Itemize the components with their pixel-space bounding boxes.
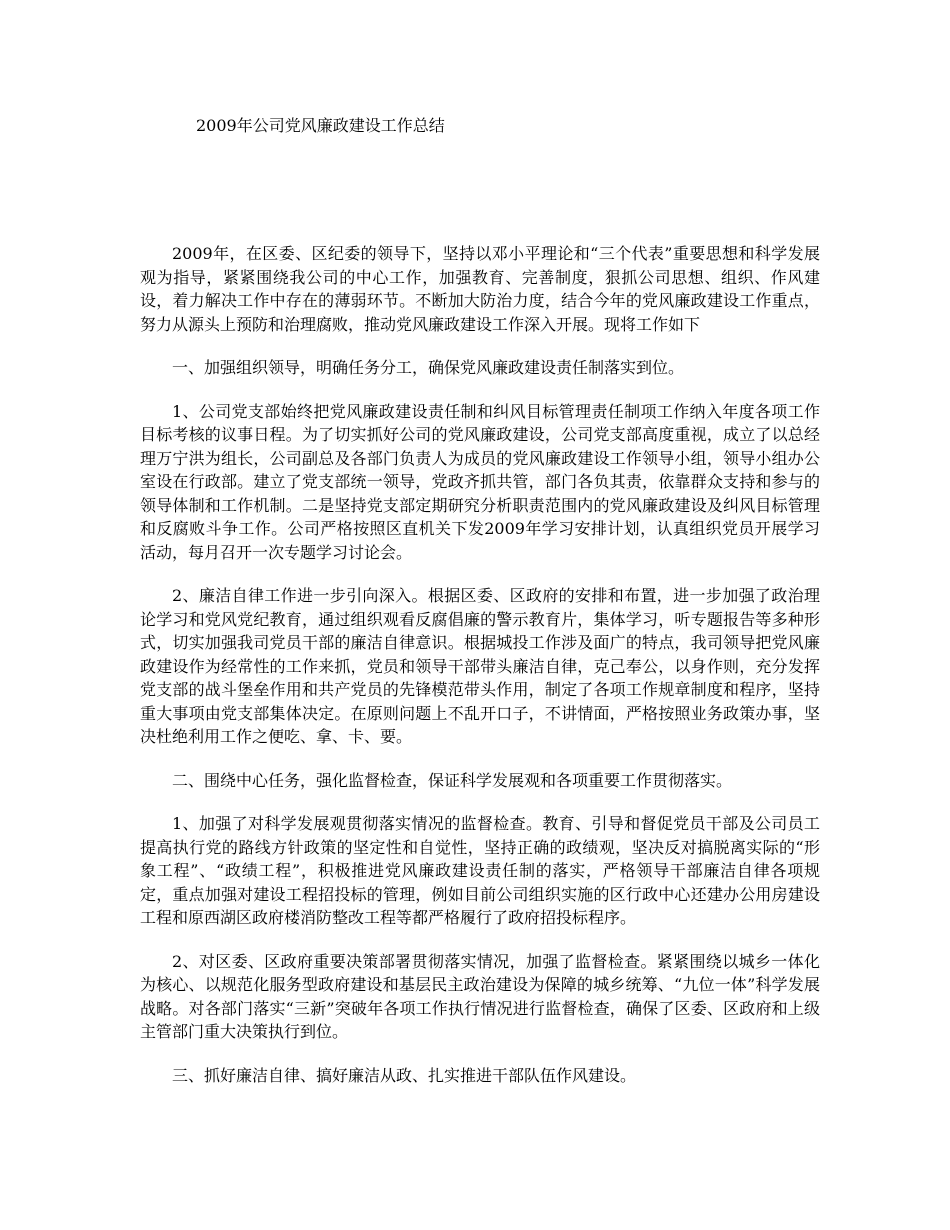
document-body (140, 242, 820, 1087)
document-title: 2009年公司党风廉政建设工作总结 (196, 116, 445, 135)
section-heading-3: 三、抓好廉洁自律、搞好廉洁从政、扎实推进干部队伍作风建设。 (172, 1065, 637, 1085)
section-2-item-1: 1、加强了对科学发展观贯彻落实情况的监督检查。教育、引导和督促党员干部及公司员工提高执行党的路线方针政策的坚定性和自觉性，坚持正确的政绩观，坚决反对搞脱离实际的“形象工程”、“政绩工程”，积极推进党风廉政建设责任制的落实，严格领导干部廉洁自律各项规定，重点加强对建设工程招投标的管理，例如目前公司组织实施的区行政中心还建办公用房建设工程和原西湖区政府楼消防整改工程等都严格履行了政府招投标程序。 (140, 814, 820, 927)
section-heading-2: 二、围绕中心任务，强化监督检查，保证科学发展观和各项重要工作贯彻落实。 (172, 770, 733, 790)
section-2-item-2: 2、对区委、区政府重要决策部署贯彻落实情况，加强了监督检查。紧紧围绕以城乡一体化为核心、以规范化服务型政府建设和基层民主政治建设为保障的城乡统筹、“九位一体”科学发展战略。对各部门落实“三新”突破年各项工作执行情况进行监督检查，确保了区委、区政府和上级主管部门重大决策执行到位。 (140, 951, 820, 1041)
section-1-item-2: 2、廉洁自律工作进一步引向深入。根据区委、区政府的安排和布置，进一步加强了政治理论学习和党风党纪教育，通过组织观看反腐倡廉的警示教育片，集体学习，听专题报告等多种形式，切实加强我司党员干部的廉洁自律意识。根据城投工作涉及面广的特点，我司领导把党风廉政建设作为经常性的工作来抓，党员和领导干部带头廉洁自律，克己奉公，以身作则，充分发挥党支部的战斗堡垒作用和共产党员的先锋模范带头作用，制定了各项工作规章制度和程序，坚持重大事项由党支部集体决定。在原则问题上不乱开口子，不讲情面，严格按照业务政策办事，坚决杜绝利用工作之便吃、拿、卡、要。 (140, 586, 820, 746)
section-1-item-1: 1、公司党支部始终把党风廉政建设责任制和纠风目标管理责任制项工作纳入年度各项工作目标考核的议事日程。为了切实抓好公司的党风廉政建设，公司党支部高度重视，成立了以总经理万宁洪为组长，公司副总及各部门负责人为成员的党风廉政建设工作领导小组，领导小组办公室设在行政部。建立了党支部统一领导，党政齐抓共管，部门各负其责，依靠群众支持和参与的领导体制和工作机制。二是坚持党支部定期研究分析职责范围内的党风廉政建设及纠风目标管理和反腐败斗争工作。公司严格按照区直机关下发2009年学习安排计划，认真组织党员开展学习活动，每月召开一次专题学习讨论会。 (140, 401, 820, 562)
intro-paragraph: 2009年，在区委、区纪委的领导下，坚持以邓小平理论和“三个代表”重要思想和科学发展观为指导，紧紧围绕我公司的中心工作，加强教育、完善制度，狠抓公司思想、组织、作风建设，着力解决工作中存在的薄弱环节。不断加大防治力度，结合今年的党风廉政建设工作重点，努力从源头上预防和治理腐败，推动党风廉政建设工作深入开展。现将工作如下 (140, 244, 820, 334)
section-heading-1: 一、加强组织领导，明确任务分工，确保党风廉政建设责任制落实到位。 (172, 358, 685, 377)
